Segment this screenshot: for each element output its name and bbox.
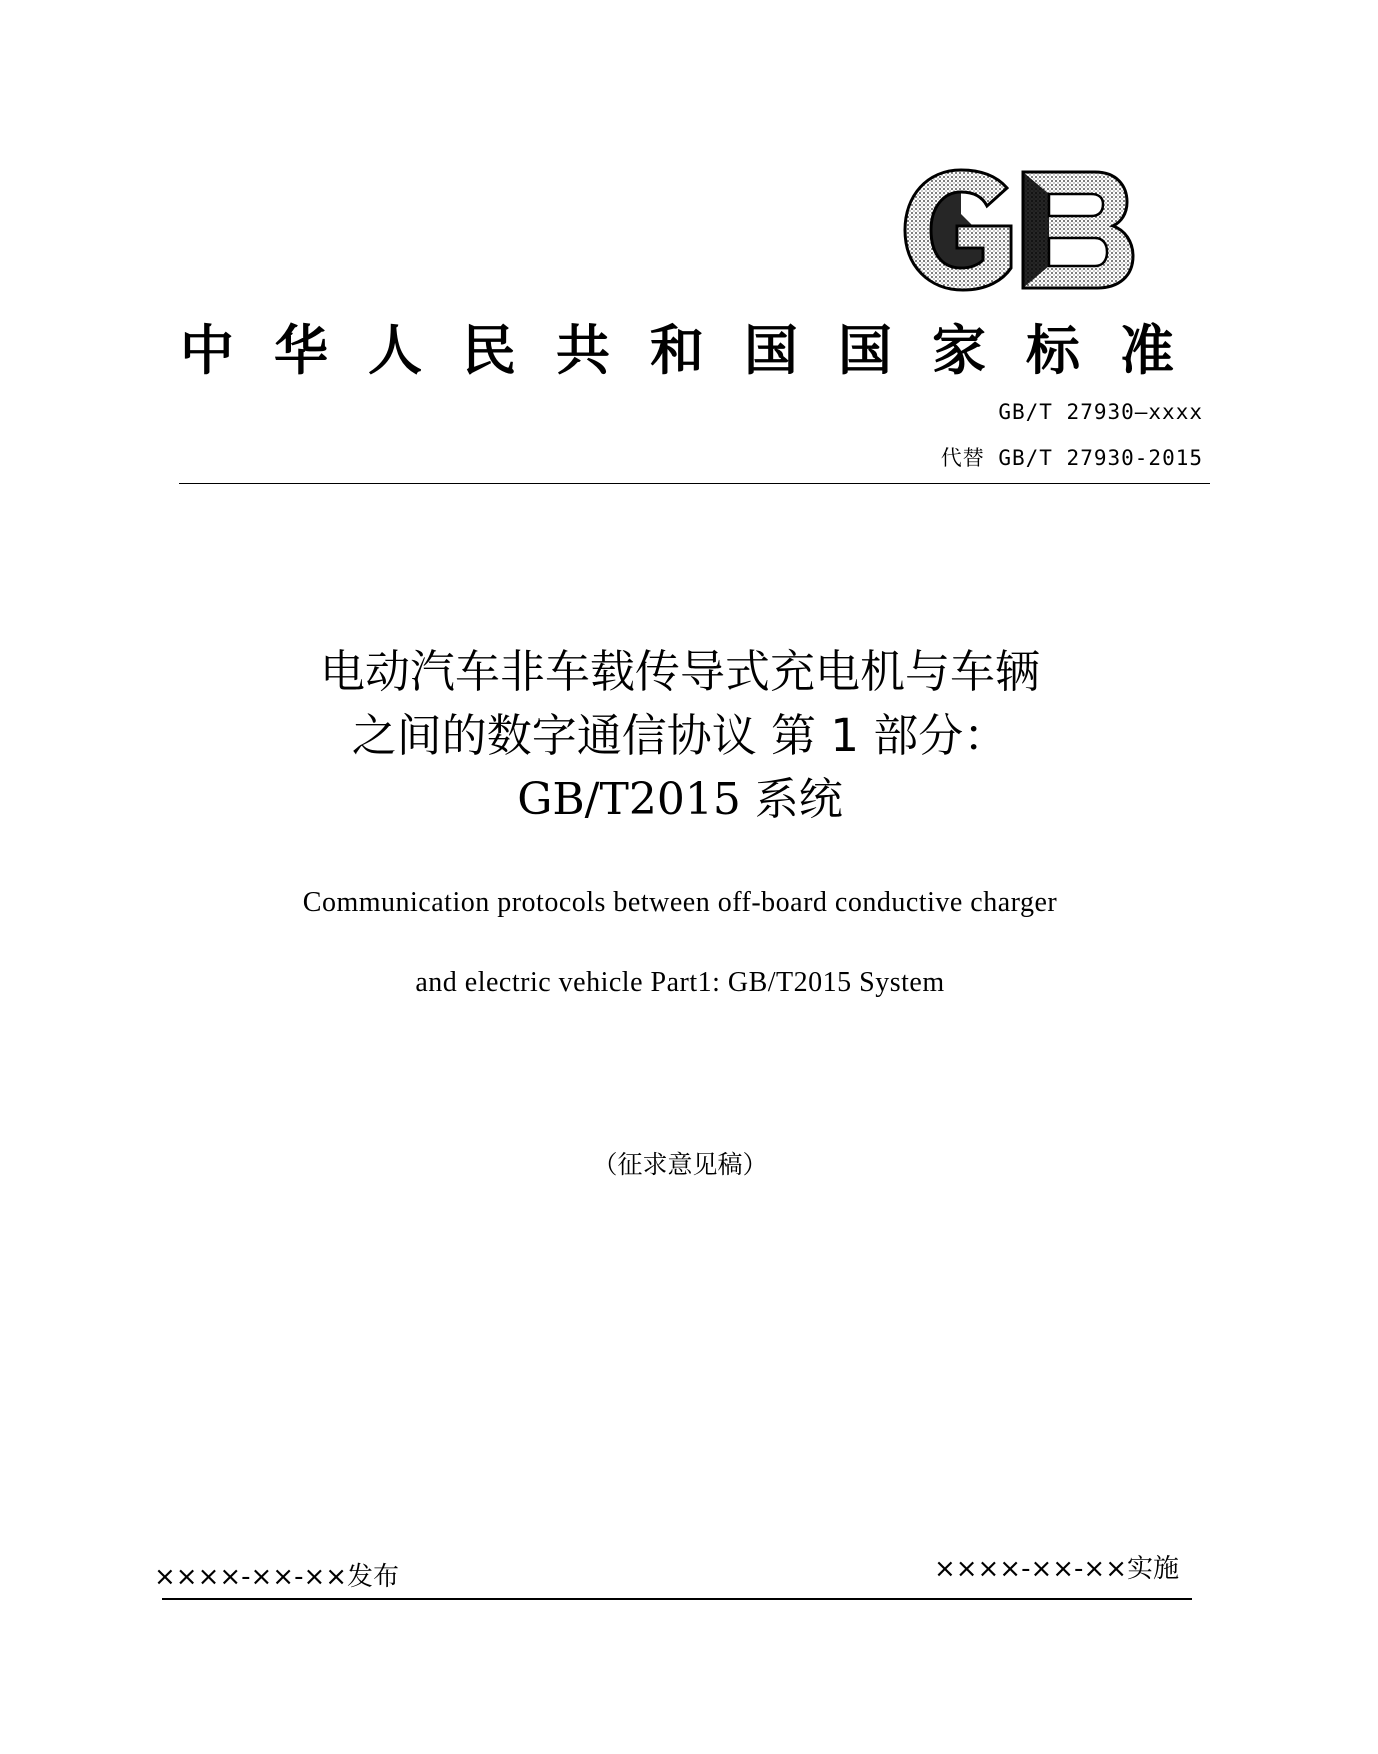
document-title-cn (180, 640, 1180, 832)
footer-divider (162, 1598, 1192, 1600)
implementation-date: ××××-××-××实施 (933, 1554, 1179, 1584)
header-divider (179, 483, 1210, 484)
issue-date: ××××-××-××发布 (154, 1562, 400, 1592)
gb-logo-icon (899, 168, 1135, 292)
title-line-1: 电动汽车非车载传导式充电机与车辆 (319, 645, 1040, 698)
title-line-2: 之间的数字通信协议 第 1 部分： (351, 709, 1009, 762)
document-title-en-line-1: Communication protocols between off-board conductive charger (302, 887, 1058, 918)
draft-status-label: （征求意见稿） (592, 1150, 768, 1179)
title-line-3: GB/T2015 系统 (517, 774, 843, 825)
document-title-en-line-2: and electric vehicle Part1: GB/T2015 System (415, 967, 945, 998)
standard-number: GB/T 27930—xxxx (998, 400, 1203, 424)
standard-title: 中华人民共和国国家标准 (180, 318, 1214, 382)
replaces-standard: 代替 GB/T 27930-2015 (940, 446, 1203, 470)
